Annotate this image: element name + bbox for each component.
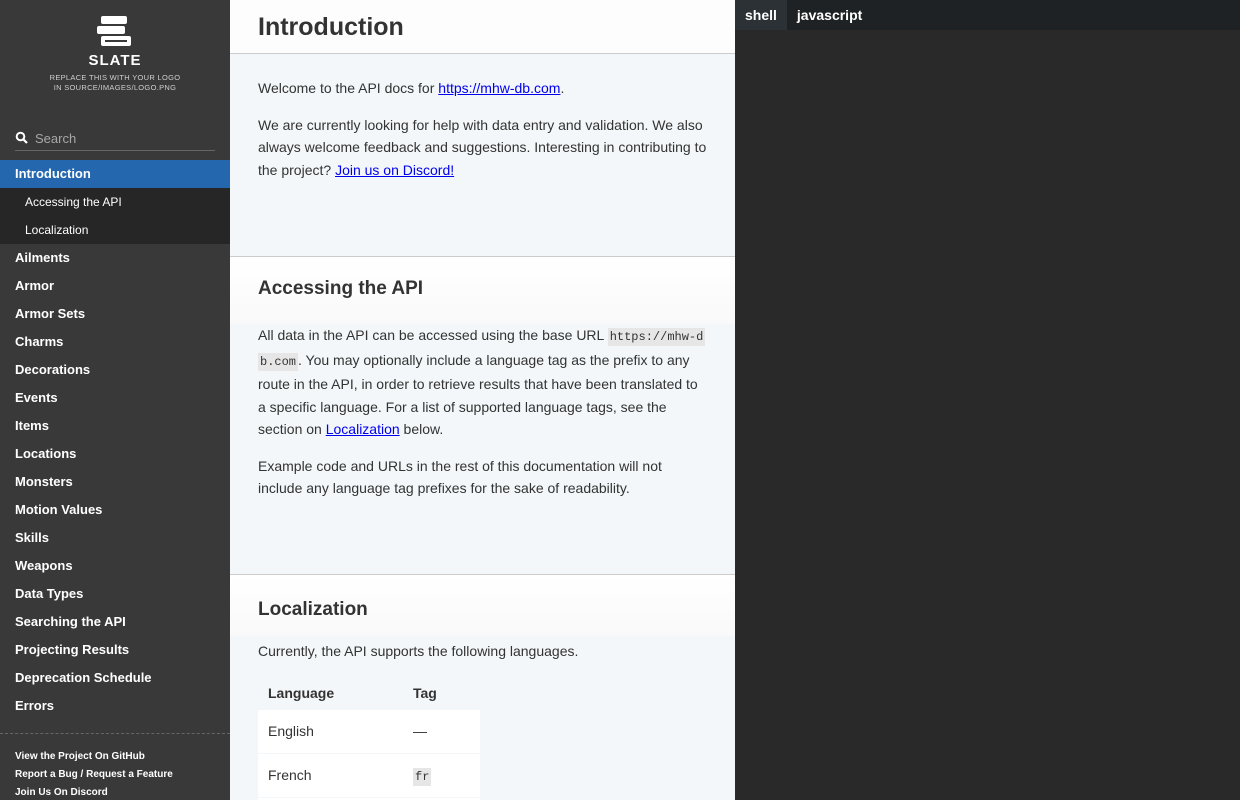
toc-item-locations[interactable]: Locations: [15, 446, 77, 461]
page-title: Introduction: [258, 13, 404, 41]
accessing-text: . You may optionally include a language tag as the prefix to any route in the API, in order to retrieve results that have been translated to a specific language. For a list of supported language tags, see the section on: [258, 351, 698, 437]
books-stack-icon: [93, 14, 137, 50]
toc-submenu: [0, 188, 230, 244]
toc-item-motion-values[interactable]: Motion Values: [15, 502, 103, 517]
table-row: [258, 709, 480, 753]
mhw-db-link[interactable]: https://mhw-db.com: [438, 80, 561, 96]
tab-javascript[interactable]: javascript: [796, 7, 863, 23]
accessing-text: All data in the API can be accessed using the base URL: [258, 327, 608, 343]
toc-item-armor-sets[interactable]: Armor Sets: [15, 306, 86, 321]
column-header-tag: Tag: [413, 684, 437, 701]
toc-item-errors[interactable]: Errors: [15, 698, 55, 713]
sidebar-footer: [0, 733, 230, 800]
accessing-section: [230, 324, 735, 574]
table-of-contents: [0, 160, 230, 720]
toc-item-decorations[interactable]: Decorations: [15, 362, 91, 377]
intro-text: Welcome to the API docs for: [258, 80, 439, 96]
tab-shell[interactable]: shell: [735, 0, 787, 30]
contribute-text: We are currently looking for help with data entry and validation. We also always welcome feedback and suggestions. Interesting in contributing to the project?: [258, 116, 707, 178]
toc-item-skills[interactable]: Skills: [15, 530, 49, 545]
sidebar: [0, 0, 230, 800]
logo-subtitle: [50, 73, 181, 93]
languages-paragraph: Currently, the API supports the following languages.: [258, 643, 579, 659]
logo[interactable]: [0, 0, 230, 110]
example-paragraph: Example code and URLs in the rest of this documentation will not include any language tag prefixes for the sake of readability.: [258, 457, 662, 496]
intro-paragraph: [258, 77, 707, 100]
cell-tag: [403, 753, 480, 797]
base-url-code: https://mhw-d: [609, 330, 704, 344]
accessing-text: below.: [399, 421, 444, 437]
localization-section: [230, 636, 735, 800]
accessing-title: Accessing the API: [258, 278, 424, 299]
toc-subitem-accessing-the-api[interactable]: Accessing the API: [25, 195, 122, 209]
toc-item-projecting-results[interactable]: Projecting Results: [15, 642, 130, 657]
cell-language: English: [268, 723, 314, 739]
toc-item-armor[interactable]: Armor: [15, 278, 55, 293]
localization-title: Localization: [258, 599, 368, 620]
contribute-paragraph: [258, 114, 707, 182]
intro-text: .: [560, 80, 565, 96]
search-box: [15, 126, 215, 151]
search-input[interactable]: [35, 131, 205, 146]
toc-item-ailments[interactable]: Ailments: [15, 250, 70, 265]
language-tag-code: fr: [415, 769, 430, 784]
logo-subtitle-line: IN SOURCE/IMAGES/LOGO.PNG: [53, 83, 177, 92]
logo-subtitle-line: REPLACE THIS WITH YOUR LOGO: [49, 73, 181, 82]
accessing-paragraph: [258, 324, 707, 441]
table-row: [258, 753, 480, 797]
cell-tag: —: [413, 723, 427, 739]
main-content: [230, 0, 735, 800]
discord-footer-link[interactable]: Join Us On Discord: [15, 787, 108, 798]
toc-subitem-localization[interactable]: Localization: [25, 223, 89, 237]
github-link[interactable]: View the Project On GitHub: [15, 751, 145, 762]
language-tabs: [735, 0, 1240, 30]
localization-header: [230, 574, 735, 636]
search-icon: [15, 131, 29, 145]
code-panel: [735, 0, 1240, 800]
intro-section: [230, 54, 735, 232]
toc-item-data-types[interactable]: Data Types: [15, 586, 84, 601]
table-header-row: [258, 677, 480, 710]
base-url-code-cont: b.com: [260, 354, 297, 369]
intro-header: [230, 0, 735, 54]
cell-language: French: [268, 767, 312, 783]
column-header-language: Language: [268, 684, 335, 701]
toc-item-searching-the-api[interactable]: Searching the API: [15, 614, 126, 629]
discord-link[interactable]: Join us on Discord!: [335, 161, 455, 178]
accessing-header: [230, 256, 735, 324]
toc-item-weapons[interactable]: Weapons: [15, 558, 73, 573]
logo-wordmark: SLATE: [88, 52, 142, 69]
toc-item-deprecation-schedule[interactable]: Deprecation Schedule: [15, 670, 152, 685]
localization-link[interactable]: Localization: [325, 421, 400, 437]
toc-item-monsters[interactable]: Monsters: [15, 474, 73, 489]
toc-item-events[interactable]: Events: [15, 390, 58, 405]
toc-item-introduction[interactable]: Introduction: [0, 160, 230, 188]
report-bug-link[interactable]: Report a Bug / Request a Feature: [15, 769, 173, 780]
toc-item-charms[interactable]: Charms: [15, 334, 64, 349]
toc-item-items[interactable]: Items: [15, 418, 49, 433]
languages-table: [258, 677, 480, 800]
